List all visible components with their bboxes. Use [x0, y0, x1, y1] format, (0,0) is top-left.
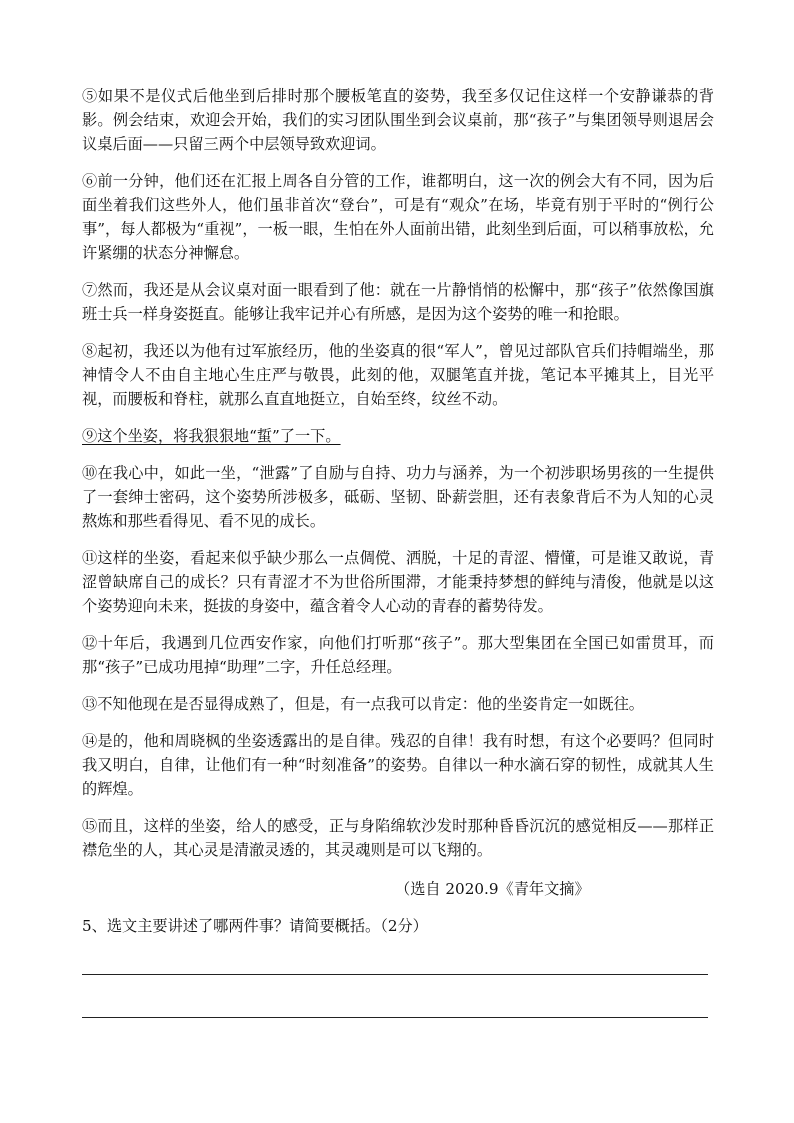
- answer-line-1[interactable]: [82, 974, 708, 975]
- source-citation: （选自 2020.9《青年文摘》: [395, 880, 590, 898]
- paragraph-9-underlined: ⑨这个坐姿，将我狠狠地“蜇”了一下。: [82, 427, 341, 445]
- paragraph-15: ⑮而且，这样的坐姿，给人的感受，正与身陷绵软沙发时那种昏昏沉沉的感觉相反——那样正襟危坐的人，其心灵是清澈灵透的，其灵魂则是可以飞翔的。: [82, 817, 714, 859]
- paragraph-8: ⑧起初，我还以为他有过军旅经历，他的坐姿真的很“军人”，曾见过部队官兵们持帽端坐，那神情令人不由自主地心生庄严与敬畏，此刻的他，双腿笔直并拢，笔记本平摊其上，目光平视，而腰板和脊柱，就那么直直地挺立，自始至终，纹丝不动。: [82, 342, 714, 408]
- paragraph-10: ⑩在我心中，如此一坐，“泄露”了自励与自持、功力与涵养，为一个初涉职场男孩的一生提供了一套绅士密码，这个姿势所涉极多，砥砺、坚韧、卧薪尝胆，还有表象背后不为人知的心灵熬炼和那些看得见、看不见的成长。: [82, 464, 714, 530]
- paragraph-5: ⑤如果不是仪式后他坐到后排时那个腰板笔直的姿势，我至多仅记住这样一个安静谦恭的背影。例会结束，欢迎会开始，我们的实习团队围坐到会议桌前，那“孩子”与集团领导则退居会议桌后面——只留三两个中层领导致欢迎词。: [82, 87, 714, 153]
- paragraph-11: ⑪这样的坐姿，看起来似乎缺少那么一点倜傥、洒脱，十足的青涩、懵懂，可是谁又敢说，青涩曾缺席自己的成长？只有青涩才不为世俗所围滞，才能秉持梦想的鲜纯与清俊，他就是以这个姿势迎向未来，挺拔的身姿中，蕴含着令人心动的青春的蓄势待发。: [82, 549, 714, 615]
- paragraph-12: ⑫十年后，我遇到几位西安作家，向他们打听那“孩子”。那大型集团在全国已如雷贯耳，而那“孩子”已成功甩掉“助理”二字，升任总经理。: [82, 634, 714, 676]
- question-5: 5、选文主要讲述了哪两件事？请简要概括。（2分）: [82, 917, 428, 935]
- paragraph-7: ⑦然而，我还是从会议桌对面一眼看到了他：就在一片静悄悄的松懈中，那“孩子”依然像国旗班士兵一样身姿挺直。能够让我牢记并心有所感，是因为这个姿势的唯一和抢眼。: [82, 281, 714, 323]
- paragraph-13: ⑬不知他现在是否显得成熟了，但是，有一点我可以肯定：他的坐姿肯定一如既往。: [82, 695, 644, 713]
- answer-line-2[interactable]: [82, 1017, 708, 1018]
- paragraph-6: ⑥前一分钟，他们还在汇报上周各自分管的工作，谁都明白，这一次的例会大有不同，因为后面坐着我们这些外人，他们虽非首次“登台”，可是有“观众”在场，毕竟有别于平时的“例行公事”，每人都极为“重视”，一板一眼，生怕在外人面前出错，此刻坐到后面，可以稍事放松，允许紧绷的状态分神懈怠。: [82, 172, 714, 262]
- paragraph-14: ⑭是的，他和周晓枫的坐姿透露出的是自律。残忍的自律！我有时想，有这个必要吗？但同时我又明白，自律，让他们有一种“时刻准备”的姿势。自律以一种水滴石穿的韧性，成就其人生的辉煌。: [82, 732, 714, 798]
